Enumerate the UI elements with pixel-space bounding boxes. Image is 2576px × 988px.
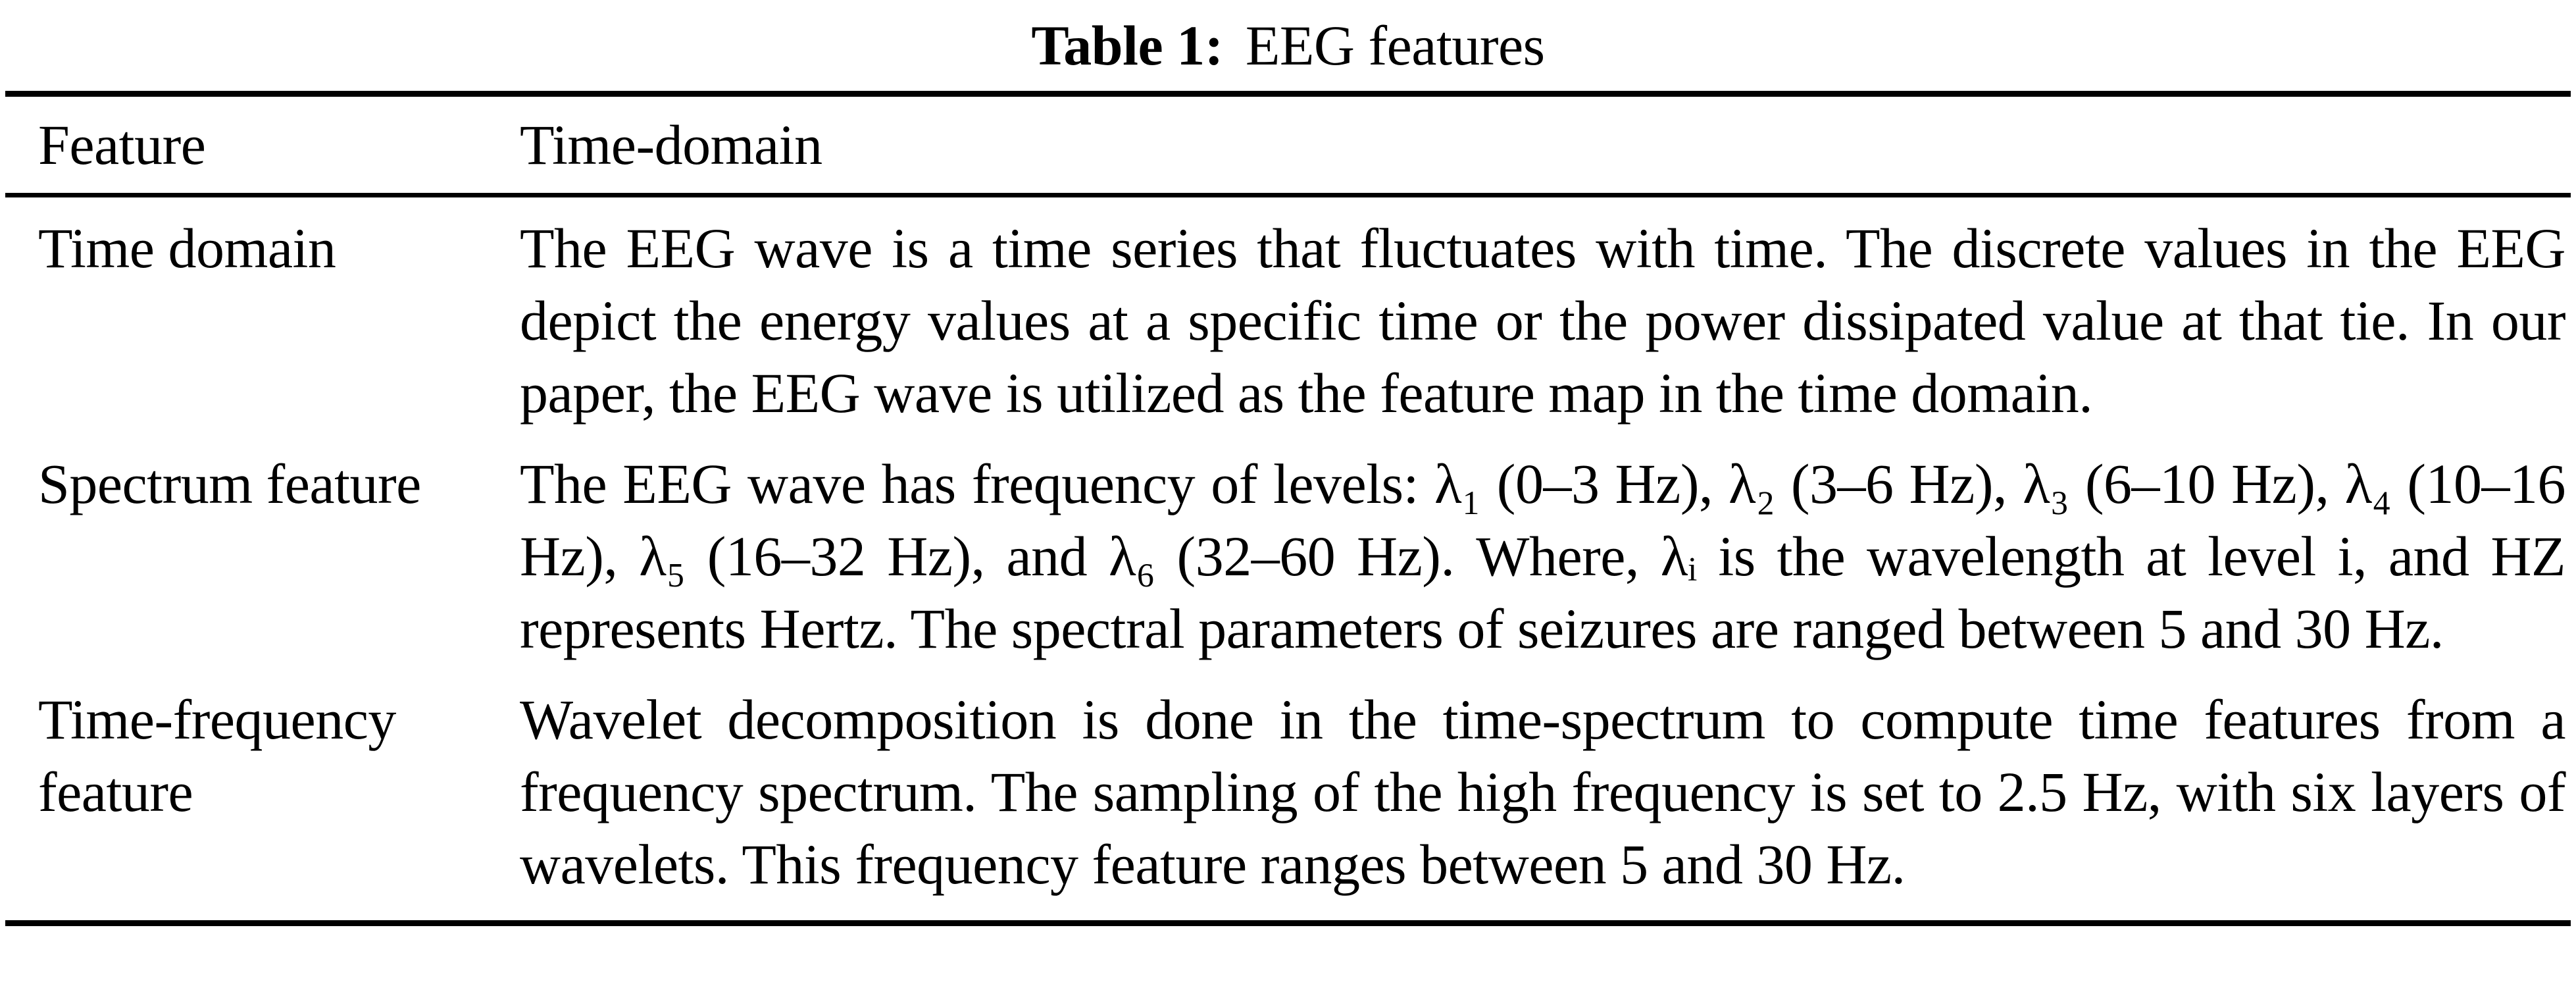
column-header-time-domain: Time-domain xyxy=(520,113,822,176)
table-row-time-frequency-feature xyxy=(38,683,2565,900)
feature-cell: Time-frequency feature xyxy=(38,688,396,823)
column-header-feature: Feature xyxy=(38,113,206,176)
table-row-spectrum-feature xyxy=(38,448,2565,665)
table-header-row xyxy=(0,97,2576,193)
table-header-rule xyxy=(5,193,2571,197)
table-row-time-domain xyxy=(38,212,2565,429)
description-cell: The EEG wave is a time series that fluctuates with time. The discrete values in the EEG depict the energy values at a specific time or the power dissipated value at that tie. In our paper, the EEG wave is utilized as the feature map in the time domain. xyxy=(520,217,2565,425)
description-cell: The EEG wave has frequency of levels: λ₁ (0–3 Hz), λ₂ (3–6 Hz), λ₃ (6–10 Hz), λ₄ (10–16 Hz), λ₅ (16–32 Hz), and λ₆ (32–60 Hz). Where, λᵢ is the wavelength at level i, and HZ represents Hertz. The spectral parameters of seizures are ranged between 5 and 30 Hz. xyxy=(520,452,2565,660)
description-cell: Wavelet decomposition is done in the time-spectrum to compute time features from a frequency spectrum. The sampling of the high frequency is set to 2.5 Hz, with six layers of wavelets. This frequency feature ranges between 5 and 30 Hz. xyxy=(520,688,2565,896)
table-top-rule xyxy=(5,91,2571,97)
feature-cell: Time domain xyxy=(38,217,336,280)
table-bottom-rule xyxy=(5,920,2571,926)
feature-cell: Spectrum feature xyxy=(38,452,421,515)
table-body xyxy=(0,197,2576,900)
table-caption xyxy=(0,0,2576,91)
caption-label: Table 1: xyxy=(1031,14,1223,77)
caption-title: EEG features xyxy=(1245,14,1545,77)
